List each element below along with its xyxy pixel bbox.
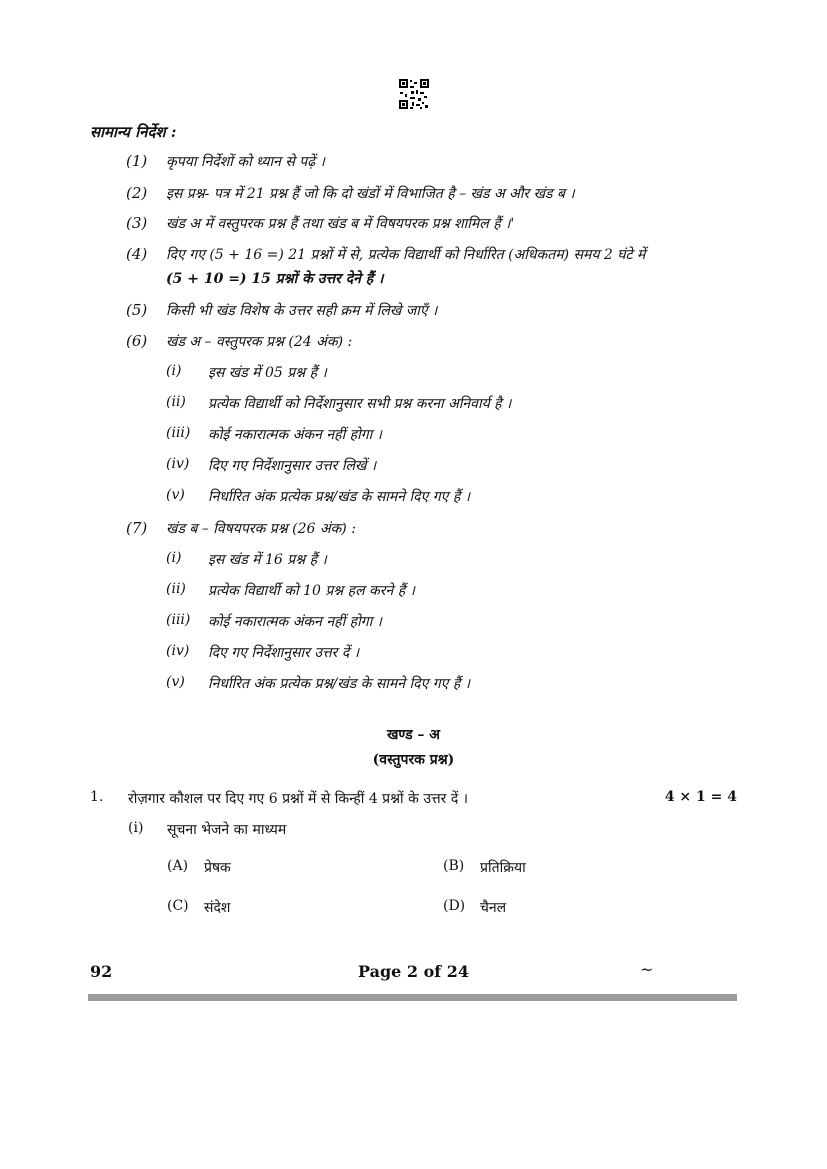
- sub-instruction-text: प्रत्येक विद्यार्थी को निर्देशानुसार सभी प्रश्न करना अनिवार्य है ।: [208, 396, 512, 412]
- sub-instruction-text: निर्धारित अंक प्रत्येक प्रश्न/खंड के सामने दिए गए हैं ।: [208, 489, 471, 505]
- sub-instruction-number: (i): [166, 363, 182, 379]
- sub-instruction-number: (iv): [166, 643, 190, 659]
- sub-instruction-text: प्रत्येक विद्यार्थी को 10 प्रश्न हल करने हैं ।: [208, 583, 415, 599]
- option-label: (A): [167, 858, 189, 874]
- footer-rule: [88, 994, 737, 1001]
- general-instructions-heading: सामान्य निर्देश :: [90, 123, 177, 141]
- page-number: Page 2 of 24: [358, 962, 469, 981]
- section-subtitle: (वस्तुपरक प्रश्न): [372, 752, 455, 768]
- option-label: (B): [443, 858, 465, 874]
- instruction-number: (7): [126, 519, 148, 537]
- instruction-number: (3): [126, 214, 148, 232]
- sub-question-text: सूचना भेजने का माध्यम: [167, 822, 287, 838]
- instruction-text-continued: (5 + 10 =) 15 प्रश्नों के उत्तर देने हैं ।: [166, 271, 384, 287]
- section-a-instruction: खंड अ – वस्तुपरक प्रश्न (24 अंक) :: [166, 334, 353, 350]
- sub-question-number: (i): [128, 820, 144, 836]
- question-marks: 4 × 1 = 4: [664, 789, 737, 805]
- sub-instruction-text: कोई नकारात्मक अंकन नहीं होगा ।: [208, 427, 382, 443]
- sub-instruction-number: (v): [166, 674, 185, 690]
- section-title: खण्ड – अ: [386, 727, 441, 743]
- option-label: (C): [167, 898, 189, 914]
- instruction-number: (5): [126, 301, 148, 319]
- sub-instruction-text: दिए गए निर्देशानुसार उत्तर लिखें ।: [208, 458, 377, 474]
- sub-instruction-text: इस खंड में 16 प्रश्न हैं ।: [208, 552, 327, 568]
- instruction-text: कृपया निर्देशों को ध्यान से पढ़ें ।: [166, 154, 325, 170]
- option-text: प्रेषक: [204, 860, 231, 876]
- instruction-number: (2): [126, 184, 148, 202]
- qr-code: [398, 78, 430, 110]
- option-text: संदेश: [204, 900, 231, 916]
- instruction-text: किसी भी खंड विशेष के उत्तर सही क्रम में लिखे जाएँ ।: [166, 303, 438, 319]
- sub-instruction-number: (iii): [166, 612, 191, 628]
- section-b-instruction: खंड ब – विषयपरक प्रश्न (26 अंक) :: [166, 521, 356, 537]
- option-text: प्रतिक्रिया: [480, 860, 526, 876]
- sub-instruction-number: (iv): [166, 456, 190, 472]
- sub-instruction-number: (v): [166, 487, 185, 503]
- question-text: रोज़गार कौशल पर दिए गए 6 प्रश्नों में से किन्हीं 4 प्रश्नों के उत्तर दें ।: [128, 791, 469, 807]
- instruction-text: खंड अ में वस्तुपरक प्रश्न हैं तथा खंड ब में विषयपरक प्रश्न शामिल हैं ।': [166, 216, 515, 232]
- sub-instruction-text: निर्धारित अंक प्रत्येक प्रश्न/खंड के सामने दिए गए हैं ।: [208, 676, 471, 692]
- instruction-number: (6): [126, 332, 148, 350]
- sub-instruction-number: (ii): [166, 581, 186, 597]
- instruction-number: (1): [126, 152, 148, 170]
- instruction-text: इस प्रश्न- पत्र में 21 प्रश्न हैं जो कि दो खंडों में विभाजित है – खंड अ और खंड ब ।: [166, 186, 575, 202]
- sub-instruction-number: (ii): [166, 394, 186, 410]
- option-text: चैनल: [480, 900, 507, 916]
- question-number: 1.: [90, 789, 104, 805]
- sub-instruction-text: इस खंड में 05 प्रश्न हैं ।: [208, 365, 327, 381]
- sub-instruction-text: दिए गए निर्देशानुसार उत्तर दें ।: [208, 645, 360, 661]
- paper-code: 92: [90, 962, 113, 981]
- instruction-text: दिए गए (5 + 16 =) 21 प्रश्नों में से, प्रत्येक विद्यार्थी को निर्धारित (अधिकतम) समय 2 घंटे में: [166, 247, 646, 263]
- footer-mark: ~: [640, 960, 654, 979]
- option-label: (D): [443, 898, 466, 914]
- sub-instruction-number: (iii): [166, 425, 191, 441]
- sub-instruction-number: (i): [166, 550, 182, 566]
- sub-instruction-text: कोई नकारात्मक अंकन नहीं होगा ।: [208, 614, 382, 630]
- instruction-number: (4): [126, 245, 148, 263]
